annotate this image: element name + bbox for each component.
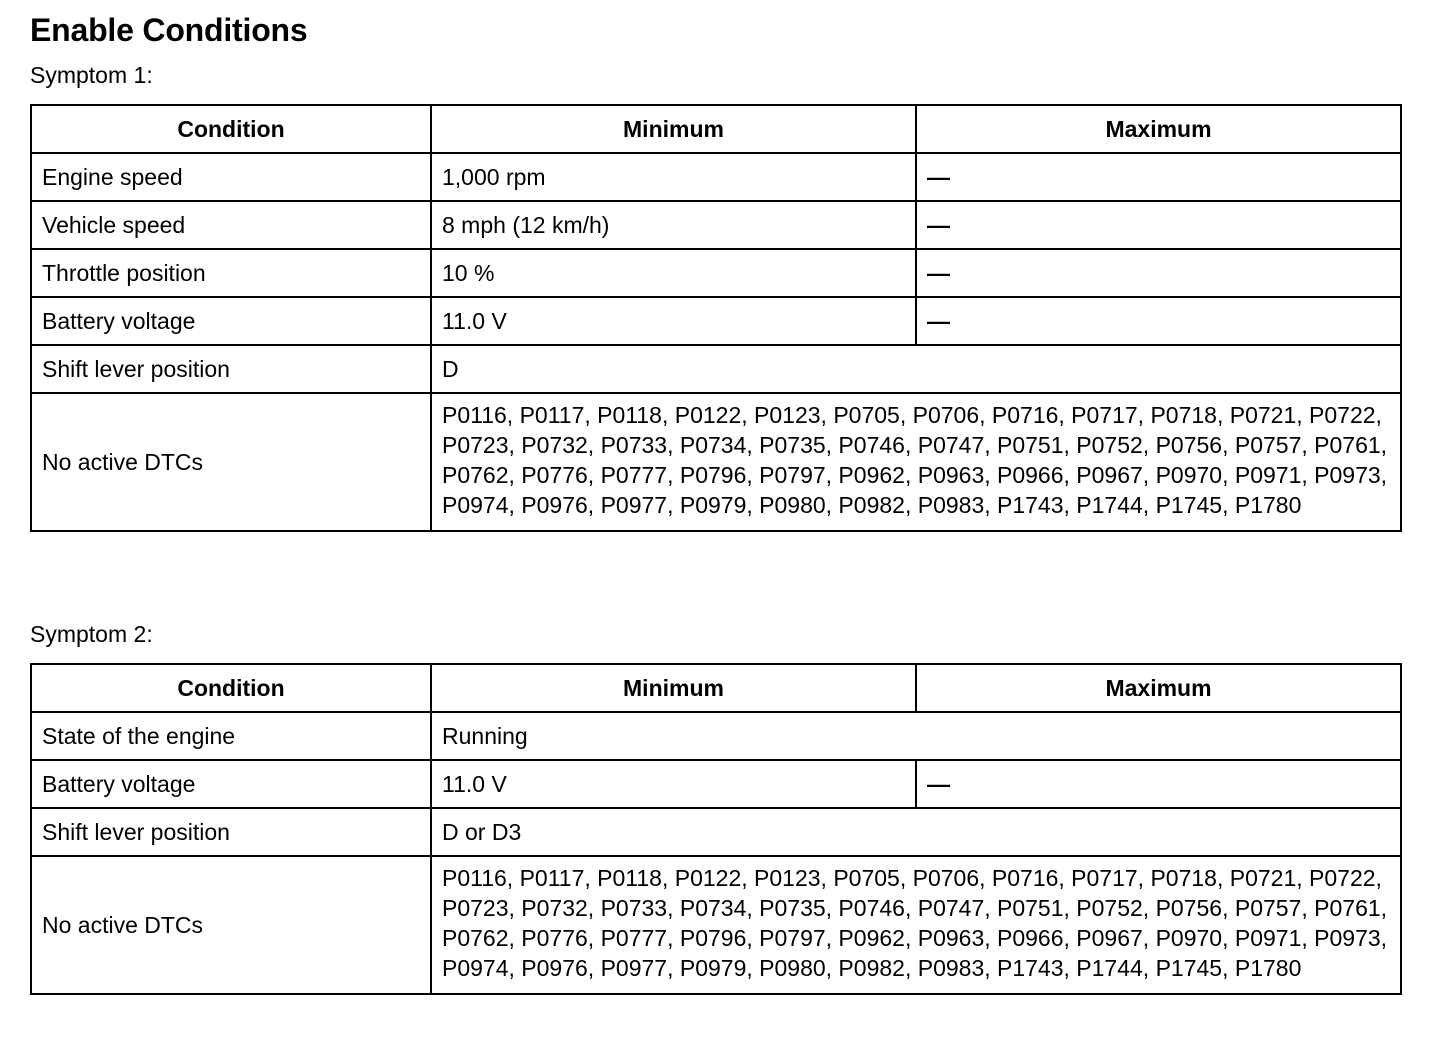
maximum-cell: [916, 201, 1401, 249]
condition-cell: State of the engine: [31, 712, 431, 760]
condition-cell: Battery voltage: [31, 760, 431, 808]
header-condition: Condition: [31, 664, 431, 712]
maximum-cell: [916, 249, 1401, 297]
table-row: [31, 808, 1401, 856]
header-maximum: Maximum: [916, 105, 1401, 153]
header-minimum: Minimum: [431, 664, 916, 712]
dtc-list-cell: P0116, P0117, P0118, P0122, P0123, P0705, P0706, P0716, P0717, P0718, P0721, P0722, P0723, P0732, P0733, P0734, P0735, P0746, P0747, P0751, P0752, P0756, P0757, P0761, P0762, P0776, P0777, P0796, P0797, P0962, P0963, P0966, P0967, P0970, P0971, P0973, P0974, P0976, P0977, P0979, P0980, P0982, P0983, P1743, P1744, P1745, P1780: [431, 393, 1401, 531]
condition-cell: Throttle position: [31, 249, 431, 297]
symptom-1-table: [30, 104, 1402, 532]
table-row: [31, 760, 1401, 808]
table-row: [31, 249, 1401, 297]
header-maximum: Maximum: [916, 664, 1401, 712]
page-title: Enable Conditions: [30, 12, 308, 48]
table-header-row: [31, 664, 1401, 712]
symptom-2-table: [30, 663, 1402, 995]
minimum-cell: 1,000 rpm: [431, 153, 916, 201]
dash-value: —: [927, 260, 950, 286]
minimum-cell: 8 mph (12 km/h): [431, 201, 916, 249]
dash-value: —: [927, 164, 950, 190]
minimum-cell: 11.0 V: [431, 760, 916, 808]
header-condition: Condition: [31, 105, 431, 153]
table-row: [31, 201, 1401, 249]
condition-cell: No active DTCs: [31, 856, 431, 994]
dtc-list-cell: P0116, P0117, P0118, P0122, P0123, P0705, P0706, P0716, P0717, P0718, P0721, P0722, P0723, P0732, P0733, P0734, P0735, P0746, P0747, P0751, P0752, P0756, P0757, P0761, P0762, P0776, P0777, P0796, P0797, P0962, P0963, P0966, P0967, P0970, P0971, P0973, P0974, P0976, P0977, P0979, P0980, P0982, P0983, P1743, P1744, P1745, P1780: [431, 856, 1401, 994]
table-row: [31, 297, 1401, 345]
condition-cell: Shift lever position: [31, 808, 431, 856]
symptom-2-label: Symptom 2:: [30, 621, 153, 647]
table-row: [31, 856, 1401, 994]
dash-value: —: [927, 308, 950, 334]
condition-cell: Shift lever position: [31, 345, 431, 393]
condition-cell: No active DTCs: [31, 393, 431, 531]
table-row: [31, 712, 1401, 760]
symptom-1-label: Symptom 1:: [30, 62, 153, 88]
maximum-cell: [916, 760, 1401, 808]
table-row: [31, 345, 1401, 393]
minimum-cell: 11.0 V: [431, 297, 916, 345]
table-row: [31, 393, 1401, 531]
condition-cell: Battery voltage: [31, 297, 431, 345]
maximum-cell: [916, 297, 1401, 345]
table-header-row: [31, 105, 1401, 153]
dash-value: —: [927, 212, 950, 238]
dash-value: —: [927, 771, 950, 797]
condition-cell: Vehicle speed: [31, 201, 431, 249]
table-row: [31, 153, 1401, 201]
condition-cell: Engine speed: [31, 153, 431, 201]
maximum-cell: [916, 153, 1401, 201]
value-cell: Running: [431, 712, 1401, 760]
value-cell: D or D3: [431, 808, 1401, 856]
minimum-cell: 10 %: [431, 249, 916, 297]
value-cell: D: [431, 345, 1401, 393]
header-minimum: Minimum: [431, 105, 916, 153]
